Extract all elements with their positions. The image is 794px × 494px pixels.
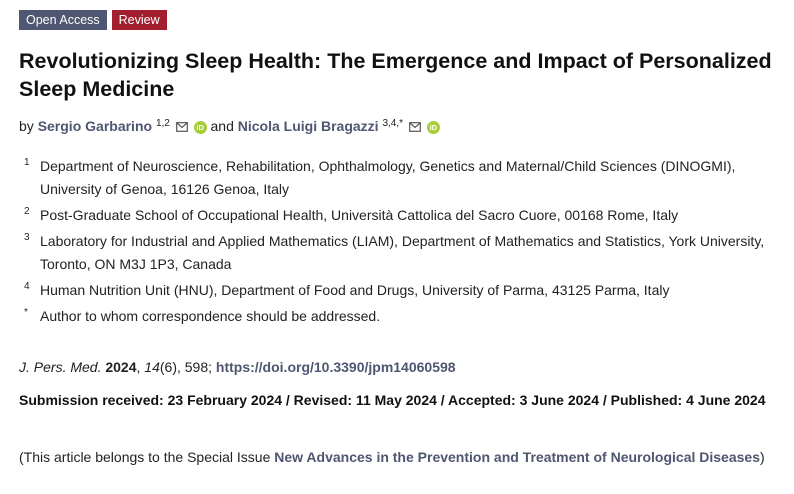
- affiliation-number: 2: [24, 206, 30, 217]
- and-label: and: [210, 118, 234, 134]
- special-issue-suffix: ): [759, 449, 765, 465]
- citation-volume: 14: [144, 359, 160, 375]
- orcid-icon[interactable]: iD: [427, 121, 440, 134]
- affiliations-list: [24, 155, 789, 331]
- author2-affiliation-marker: 3,4,*: [382, 118, 404, 129]
- affiliation-text: Laboratory for Industrial and Applied Mathematics (LIAM), Department of Mathematics and Statistics, York University, Toronto, ON M3J 1P3, Canada: [40, 233, 765, 272]
- special-issue-note: [19, 446, 779, 469]
- mail-icon[interactable]: [176, 118, 188, 136]
- review-badge[interactable]: Review: [112, 10, 167, 30]
- author-link-bragazzi[interactable]: Nicola Luigi Bragazzi: [237, 118, 379, 134]
- author1-affiliation-marker: 1,2: [155, 118, 170, 129]
- special-issue-prefix: (This article belongs to the Special Issue: [19, 449, 275, 465]
- affiliation-number: *: [24, 307, 28, 318]
- affiliation-text: Department of Neuroscience, Rehabilitation, Ophthalmology, Genetics and Maternal/Child Sciences (DINOGMI), University of Genoa, 16126 Genoa, Italy: [40, 158, 736, 197]
- open-access-badge[interactable]: Open Access: [19, 10, 107, 30]
- doi-link[interactable]: https://doi.org/10.3390/jpm14060598: [215, 359, 456, 375]
- by-label: by: [19, 118, 34, 134]
- citation-line: J. Pers. Med. 2024, 14(6), 598; https://doi.org/10.3390/jpm14060598: [19, 359, 456, 375]
- affiliation-number: 3: [24, 232, 30, 243]
- affiliation-item: [24, 204, 789, 227]
- affiliation-number: 4: [24, 281, 30, 292]
- publication-dates: Submission received: 23 February 2024 / Revised: 11 May 2024 / Accepted: 3 June 2024 / Published: 4 June 2024: [19, 392, 766, 408]
- affiliation-item: [24, 305, 789, 328]
- affiliation-text: Post-Graduate School of Occupational Health, Università Cattolica del Sacro Cuore, 00168 Rome, Italy: [40, 207, 679, 223]
- author-link-garbarino[interactable]: Sergio Garbarino: [37, 118, 153, 134]
- special-issue-link[interactable]: New Advances in the Prevention and Treatment of Neurological Diseases: [274, 449, 760, 465]
- affiliation-text: Human Nutrition Unit (HNU), Department of Food and Drugs, University of Parma, 43125 Parma, Italy: [40, 282, 670, 298]
- orcid-icon[interactable]: iD: [194, 121, 207, 134]
- citation-issue-pages: (6), 598;: [159, 359, 213, 375]
- article-title: Revolutionizing Sleep Health: The Emergence and Impact of Personalized Sleep Medicine: [19, 49, 772, 101]
- citation-year: 2024: [105, 359, 137, 375]
- affiliation-text: Author to whom correspondence should be addressed.: [40, 308, 381, 324]
- mail-icon[interactable]: [409, 118, 421, 136]
- affiliation-item: [24, 279, 789, 302]
- affiliation-item: [24, 230, 789, 276]
- article-badges: [19, 10, 167, 30]
- affiliation-item: [24, 155, 789, 201]
- journal-name: J. Pers. Med.: [19, 359, 102, 375]
- author-line: [19, 115, 440, 136]
- affiliation-number: 1: [24, 157, 30, 168]
